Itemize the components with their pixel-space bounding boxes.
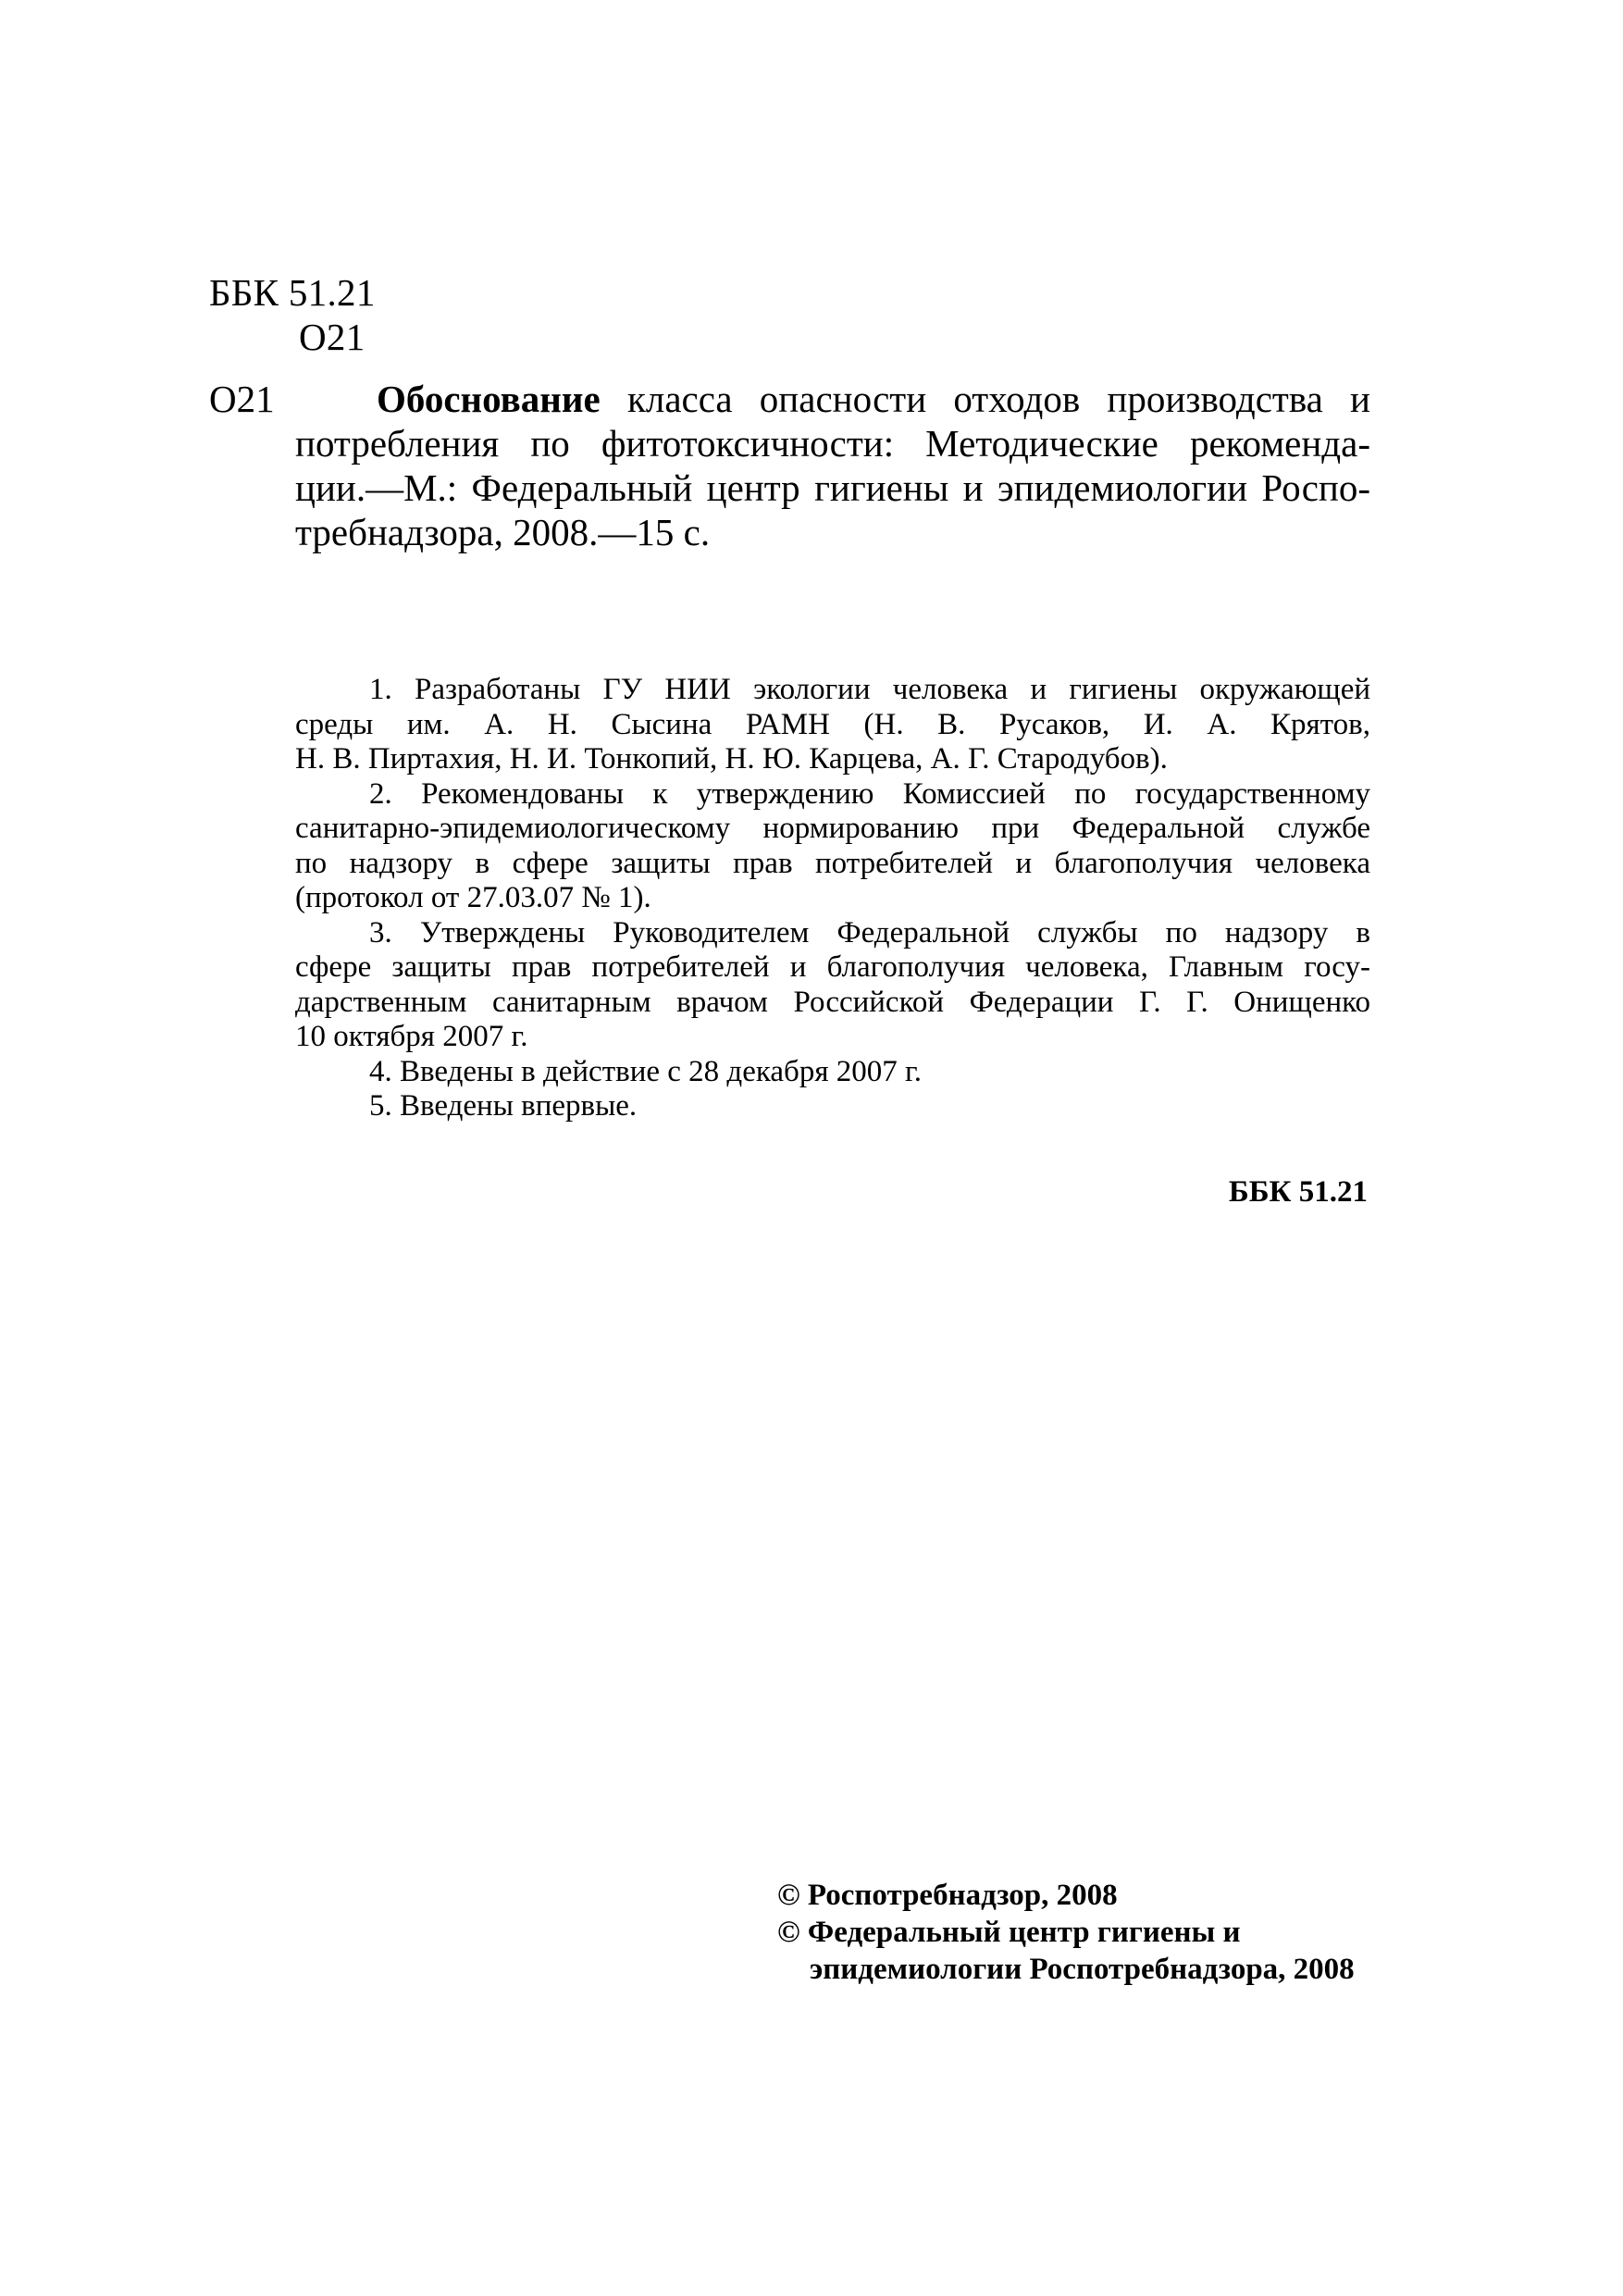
credit-item-3-line-1: 3. Утверждены Руководителем Федеральной службы по надзору в [369,915,1370,949]
annotation-code: О21 [209,378,275,420]
credit-item-4: 4. Введены в действие с 28 декабря 2007 г. [369,1054,923,1088]
annotation-line-2: потребления по фитотоксичности: Методические рекоменда- [295,422,1370,465]
bbk-code: ББК 51.21 [209,271,376,314]
credit-item-5: 5. Введены впервые. [369,1089,638,1123]
copyright-block [777,1877,1355,1988]
bbk-classification-block [209,270,376,359]
credit-item-2-line-2: санитарно-эпидемиологическому нормированию при Федеральной службе [295,812,1370,845]
annotation-line-4: требнадзора, 2008.—15 с. [295,511,711,553]
author-code: О21 [299,316,365,358]
annotation-line-1 [295,377,1370,421]
copyright-line-3: эпидемиологии Роспотребнадзора, 2008 [810,1953,1355,1986]
credit-item-2-line-1: 2. Рекомендованы к утверждению Комиссией по государственному [369,776,1370,811]
credit-item-1-line-3: Н. В. Пиртахия, Н. И. Тонкопий, Н. Ю. Карцева, А. Г. Стародубов). [295,742,1168,776]
credit-item-3-line-2: сфере защиты прав потребителей и благополучия человека, Главным госу- [295,950,1370,984]
credit-item-2-line-3: по надзору в сфере защиты прав потребителей и благополучия человека [295,846,1370,880]
credit-item-3-line-3: дарственным санитарным врачом Российской Федерации Г. Г. Онищенко [295,985,1370,1019]
bibliographic-annotation [295,377,1370,554]
annotation-title: Обоснование [377,378,601,420]
annotation-line-1-rest: класса опасности отходов производства и [600,378,1370,420]
annotation-line-3: ции.—М.: Федеральный центр гигиены и эпидемиологии Роспо- [295,466,1370,509]
credit-item-3-line-4: 10 октября 2007 г. [295,1020,528,1053]
bbk-code-footer: ББК 51.21 [1228,1175,1368,1209]
credit-item-2-line-4: (протокол от 27.03.07 № 1). [295,881,651,914]
credits-block [295,673,1370,1124]
copyright-line-1: © Роспотребнадзор, 2008 [777,1879,1118,1912]
credit-item-1-line-1: 1. Разработаны ГУ НИИ экологии человека и гигиены окружающей [369,673,1370,706]
credit-item-1-line-2: среды им. А. Н. Сысина РАМН (Н. В. Русаков, И. А. Крятов, [295,707,1370,741]
copyright-line-2: © Федеральный центр гигиены и [777,1916,1241,1949]
